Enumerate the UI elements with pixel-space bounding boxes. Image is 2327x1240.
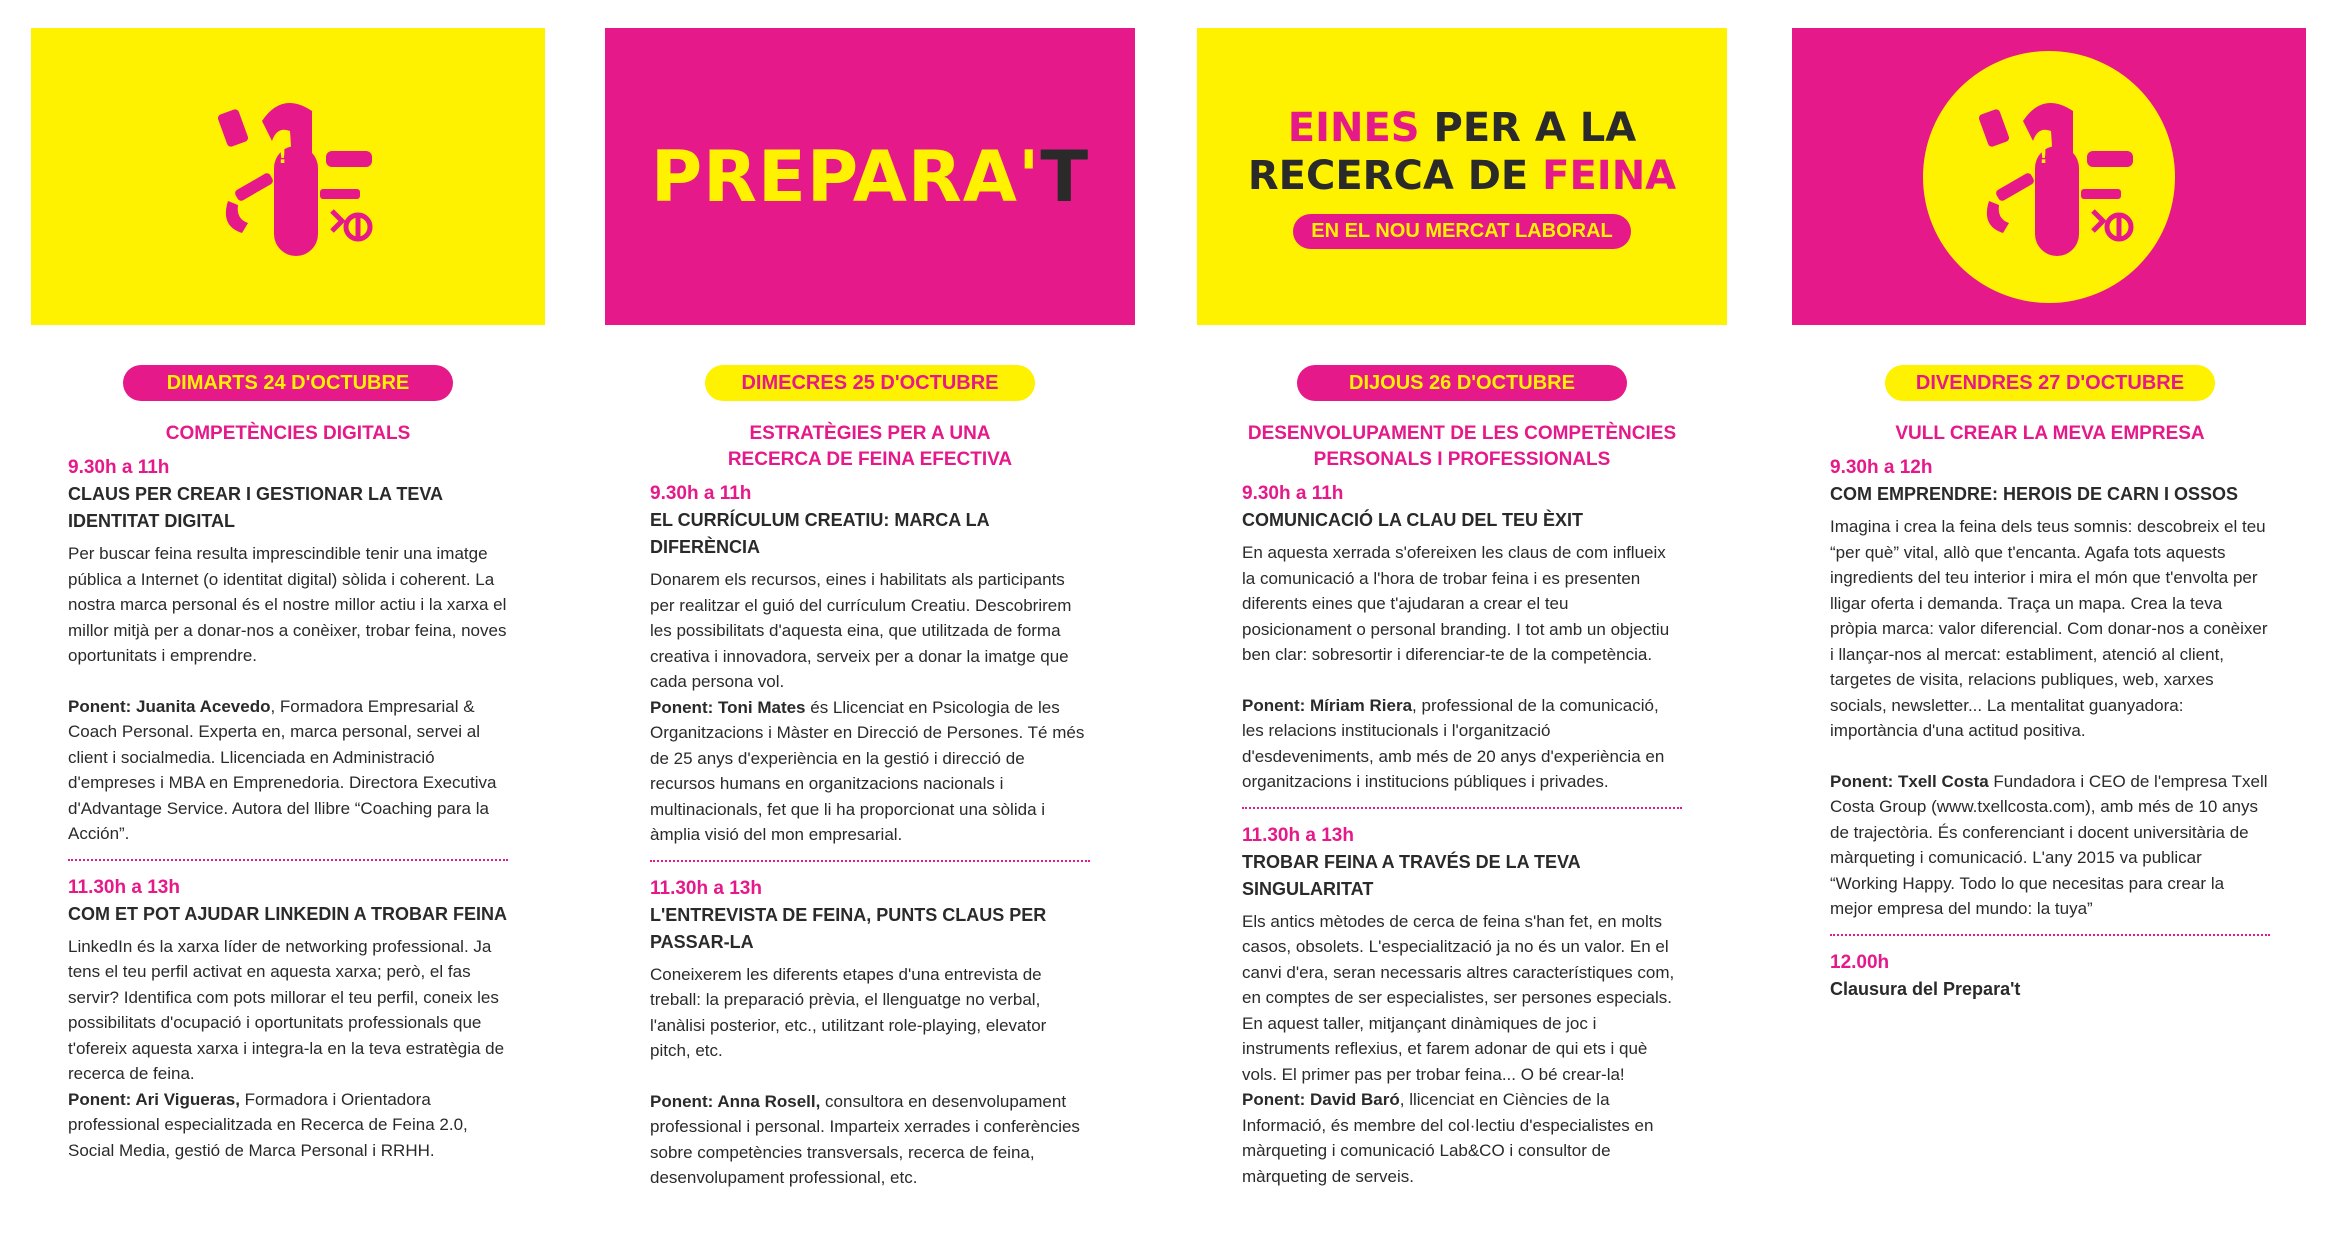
- column-divendres: [1830, 365, 2270, 1003]
- dotted-divider: [1242, 807, 1682, 809]
- session-time: 11.30h a 13h: [650, 877, 762, 899]
- day-pill: DIMARTS 24 D'OCTUBRE: [123, 365, 453, 401]
- day-pill: DIMECRES 25 D'OCTUBRE: [705, 365, 1035, 401]
- session-description: Imagina i crea la feina dels teus somnis: descobreix el teu “per què” vital, allò que t'encanta. Agafa tots aquests ingredients del teu interior i mira el món que t'envolta per lligar oferta i demanda. Traça un mapa. Crea la teva pròpia marca: valor diferencial. Com donar-nos a conèixer i llançar-nos al mercat: establiment, atenció al client, targetes de visita, relacions publiques, web, xarxes socials, newsletter... La mentalitat guanyadora: importància d'una actitud positiva.: [1830, 517, 2268, 740]
- banner-eines: [1197, 28, 1727, 325]
- multitool-hand-icon: [162, 51, 414, 303]
- logo-circle: [1923, 51, 2175, 303]
- speaker-bio: Ponent: Txell Costa Fundadora i CEO de l'empresa Txell Costa Group (www.txellcosta.com), amb més de 10 anys de trajectòria. És conferenciant i docent universitària de màrqueting i comunicació. L'any 2015 va publicar “Working Happy. Todo lo que necesitas para crear la mejor empresa del mundo: la tuya”: [1830, 771, 2268, 918]
- session-description: Coneixerem les diferents etapes d'una entrevista de treball: la preparació prèvia, el llenguatge no verbal, l'anàlisi posterior, etc., utilitzant role-playing, elevator pitch, etc.: [650, 964, 1047, 1060]
- session-theme: ESTRATÈGIES PER A UNA RECERCA DE FEINA EFECTIVA: [727, 423, 1013, 470]
- logo-circle: [162, 51, 414, 303]
- session-title: COMUNICACIÓ LA CLAU DEL TEU ÈXIT: [1242, 510, 1583, 530]
- speaker-bio: Ponent: Ari Vigueras, Formadora i Orientadora professional especialitzada en Recerca de Feina 2.0, Social Media, gestió de Marca Personal i RRHH.: [68, 1089, 468, 1160]
- svg-text:!: !: [278, 143, 288, 168]
- multitool-hand-icon: [1923, 51, 2175, 303]
- banner-logo-left: [31, 28, 545, 325]
- speaker-bio: Ponent: Toni Mates és Llicenciat en Psicologia de les Organitzacions i Màster en Direcció de Persones. Té més de 25 anys d'experiència en la gestió i direcció de recursos humans en organitzacions nacionals i multinacionals, fet que li ha proporcionat una sòlida i àmplia visió del mon empresarial.: [650, 697, 1085, 844]
- speaker-bio: Ponent: Míriam Riera, professional de la comunicació, les relacions institucionals i l'organització d'esdeveniments, amb més de 20 anys d'experiència en organitzacions i institucions públiques i privades.: [1242, 695, 1665, 791]
- session-time: 12.00h: [1830, 951, 1890, 973]
- day-pill: DIVENDRES 27 D'OCTUBRE: [1885, 365, 2215, 401]
- session-time: 9.30h a 11h: [68, 457, 170, 478]
- session-time: 11.30h a 13h: [1242, 824, 1354, 846]
- session-title: TROBAR FEINA A TRAVÉS DE LA TEVA SINGULARITAT: [1242, 851, 1581, 899]
- svg-text:!: !: [2039, 143, 2049, 168]
- session-description: Donarem els recursos, eines i habilitats als participants per realitzar el guió del currículum Creatiu. Descobrirem les possibilitats d'aquesta eina, que utilitzada de forma creativa i innovadora, serveix per a donar la imatge que cada persona vol.: [650, 570, 1072, 691]
- dotted-divider: [1830, 934, 2270, 936]
- session-title: L'ENTREVISTA DE FEINA, PUNTS CLAUS PER PASSAR-LA: [650, 904, 1047, 952]
- session-description: LinkedIn és la xarxa líder de networking professional. Ja tens el teu perfil activat en aquesta xarxa; però, el fas servir? Identifica com pots millorar el teu perfil, coneix les possibilitats d'ocupació i oportunitats professionals que t'ofereix aquesta xarxa i integra-la en la teva estratègia de recerca de feina.: [68, 936, 505, 1083]
- column-dijous: [1242, 365, 1682, 1189]
- eines-subtitle-badge: EN EL NOU MERCAT LABORAL: [1293, 214, 1630, 249]
- session-description: Els antics mètodes de cerca de feina s'han fet, en molts casos, obsolets. L'especialització ja no és un valor. En el canvi d'era, seran necessaris altres característiques com, en comptes de ser especialistes, ser persones especials. En aquest taller, mitjançant dinàmiques de joc i instruments reflexius, et farem adonar de qui ets i què vols. El primer pas per trobar feina... O bé crear-la!: [1242, 911, 1675, 1084]
- column-dimarts: [68, 365, 508, 1163]
- session-time: 9.30h a 11h: [650, 483, 752, 504]
- session-title: COM EMPRENDRE: HEROIS DE CARN I OSSOS: [1830, 484, 2239, 504]
- dotted-divider: [68, 859, 508, 861]
- session-theme: VULL CREAR LA MEVA EMPRESA: [1895, 423, 2205, 444]
- session-description: Per buscar feina resulta imprescindible tenir una imatge pública a Internet (o identitat digital) sòlida i coherent. La nostra marca personal és el nostre millor actiu i la xarxa el millor mitjà per a donar-nos a conèixer, trobar feina, noves oportunitats i emprendre.: [68, 544, 507, 665]
- session-description: En aquesta xerrada s'ofereixen les claus de com influeix la comunicació a l'hora de trobar feina i es presenten diferents eines que t'ajudaran a crear el teu posicionament o personal branding. I tot amb un objectiu ben clar: sobresortir i diferenciar-te de la competència.: [1242, 543, 1670, 664]
- session-title: EL CURRÍCULUM CREATIU: MARCA LA DIFERÈNCIA: [650, 510, 989, 557]
- dotted-divider: [650, 860, 1090, 862]
- column-dimecres: [650, 365, 1090, 1191]
- day-pill: DIJOUS 26 D'OCTUBRE: [1297, 365, 1627, 401]
- banner-logo-right: [1792, 28, 2306, 325]
- session-title: COM ET POT AJUDAR LINKEDIN A TROBAR FEINA: [68, 903, 507, 924]
- preparat-title: PREPARA'T: [650, 135, 1090, 218]
- session-theme: COMPETÈNCIES DIGITALS: [165, 423, 411, 444]
- eines-title: EINES PER A LA RECERCA DE FEINA EN EL NOU MERCAT LABORAL: [1248, 104, 1676, 249]
- session-theme: DESENVOLUPAMENT DE LES COMPETÈNCIES PERSONALS I PROFESSIONALS: [1247, 423, 1677, 470]
- session-title: CLAUS PER CREAR I GESTIONAR LA TEVA IDENTITAT DIGITAL: [68, 484, 443, 531]
- speaker-bio: Ponent: Anna Rosell, consultora en desenvolupament professional i personal. Imparteix xerrades i conferències sobre competències transversals, recerca de feina, desenvolupament professional, etc.: [650, 1091, 1080, 1187]
- speaker-bio: Ponent: Juanita Acevedo, Formadora Empresarial & Coach Personal. Experta en, marca personal, servei al client i socialmedia. Llicenciada en Administració d'empreses i MBA en Emprenedoria. Directora Executiva d'Advantage Service. Autora del llibre “Coaching para la Acción”.: [68, 696, 497, 843]
- closing-title: Clausura del Prepara't: [1830, 978, 2021, 999]
- session-time: 11.30h a 13h: [68, 876, 180, 898]
- session-time: 9.30h a 12h: [1830, 457, 1933, 478]
- banner-preparat: [605, 28, 1135, 325]
- speaker-bio: Ponent: David Baró, llicenciat en Ciències de la Informació, és membre del col·lectiu d'especialistes en màrqueting i comunicació Lab&CO i consultor de màrqueting de serveis.: [1242, 1090, 1654, 1186]
- session-time: 9.30h a 11h: [1242, 483, 1344, 504]
